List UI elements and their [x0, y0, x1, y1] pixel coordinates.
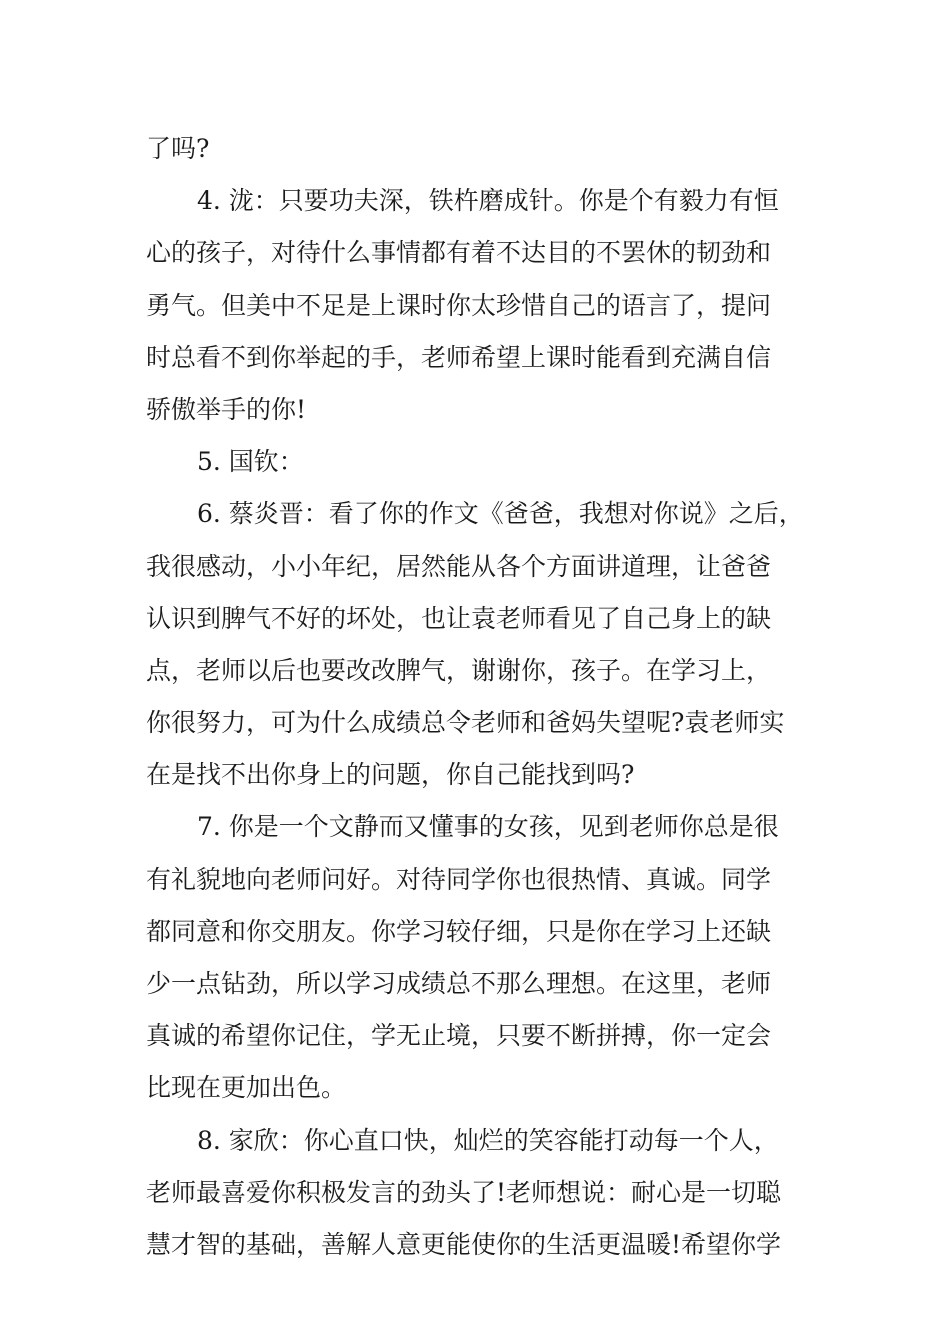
paragraph-7-line: 有礼貌地向老师问好。对待同学你也很热情、真诚。同学	[146, 864, 772, 894]
document-body	[146, 123, 810, 1271]
text-line: 了吗?	[146, 134, 210, 163]
paragraph-4-line: 心的孩子，对待什么事情都有着不达目的不罢休的韧劲和	[146, 238, 772, 268]
paragraph-6-line: 认识到脾气不好的坏处，也让袁老师看见了自己身上的缺	[146, 603, 772, 633]
paragraph-7-line: 7. 你是一个文静而又懂事的女孩，见到老师你总是很	[197, 812, 779, 842]
paragraph-8-line: 慧才智的基础，善解人意更能使你的生活更温暖!希望你学	[146, 1229, 782, 1259]
paragraph-4-line: 4. 泷：只要功夫深，铁杵磨成针。你是个有毅力有恒	[197, 186, 779, 216]
paragraph-5-line: 5. 国钦：	[197, 447, 304, 477]
paragraph-4-line: 骄傲举手的你!	[146, 394, 307, 424]
paragraph-8-line: 老师最喜爱你积极发言的劲头了!老师想说：耐心是一切聪	[146, 1177, 782, 1207]
paragraph-7-line: 少一点钻劲，所以学习成绩总不那么理想。在这里，老师	[146, 969, 772, 998]
paragraph-7-line: 真诚的希望你记住，学无止境，只要不断拼搏，你一定会	[146, 1021, 772, 1051]
paragraph-7-line: 都同意和你交朋友。你学习较仔细，只是你在学习上还缺	[146, 916, 772, 946]
paragraph-6-line: 你很努力，可为什么成绩总令老师和爸妈失望呢?袁老师实	[146, 708, 785, 738]
paragraph-4-line: 勇气。但美中不足是上课时你太珍惜自己的语言了，提问	[146, 290, 772, 320]
paragraph-6-line: 6. 蔡炎晋：看了你的作文《爸爸，我想对你说》之后，	[197, 499, 804, 529]
paragraph-7-line: 比现在更加出色。	[146, 1073, 347, 1103]
paragraph-6-line: 点，老师以后也要改改脾气，谢谢你，孩子。在学习上，	[146, 655, 772, 685]
paragraph-6-line: 我很感动，小小年纪，居然能从各个方面讲道理，让爸爸	[146, 551, 772, 581]
paragraph-4-line: 时总看不到你举起的手，老师希望上课时能看到充满自信	[146, 342, 772, 372]
paragraph-6-line: 在是找不出你身上的问题，你自己能找到吗?	[146, 760, 635, 790]
paragraph-8-line: 8. 家欣：你心直口快，灿烂的笑容能打动每一个人，	[197, 1125, 779, 1155]
